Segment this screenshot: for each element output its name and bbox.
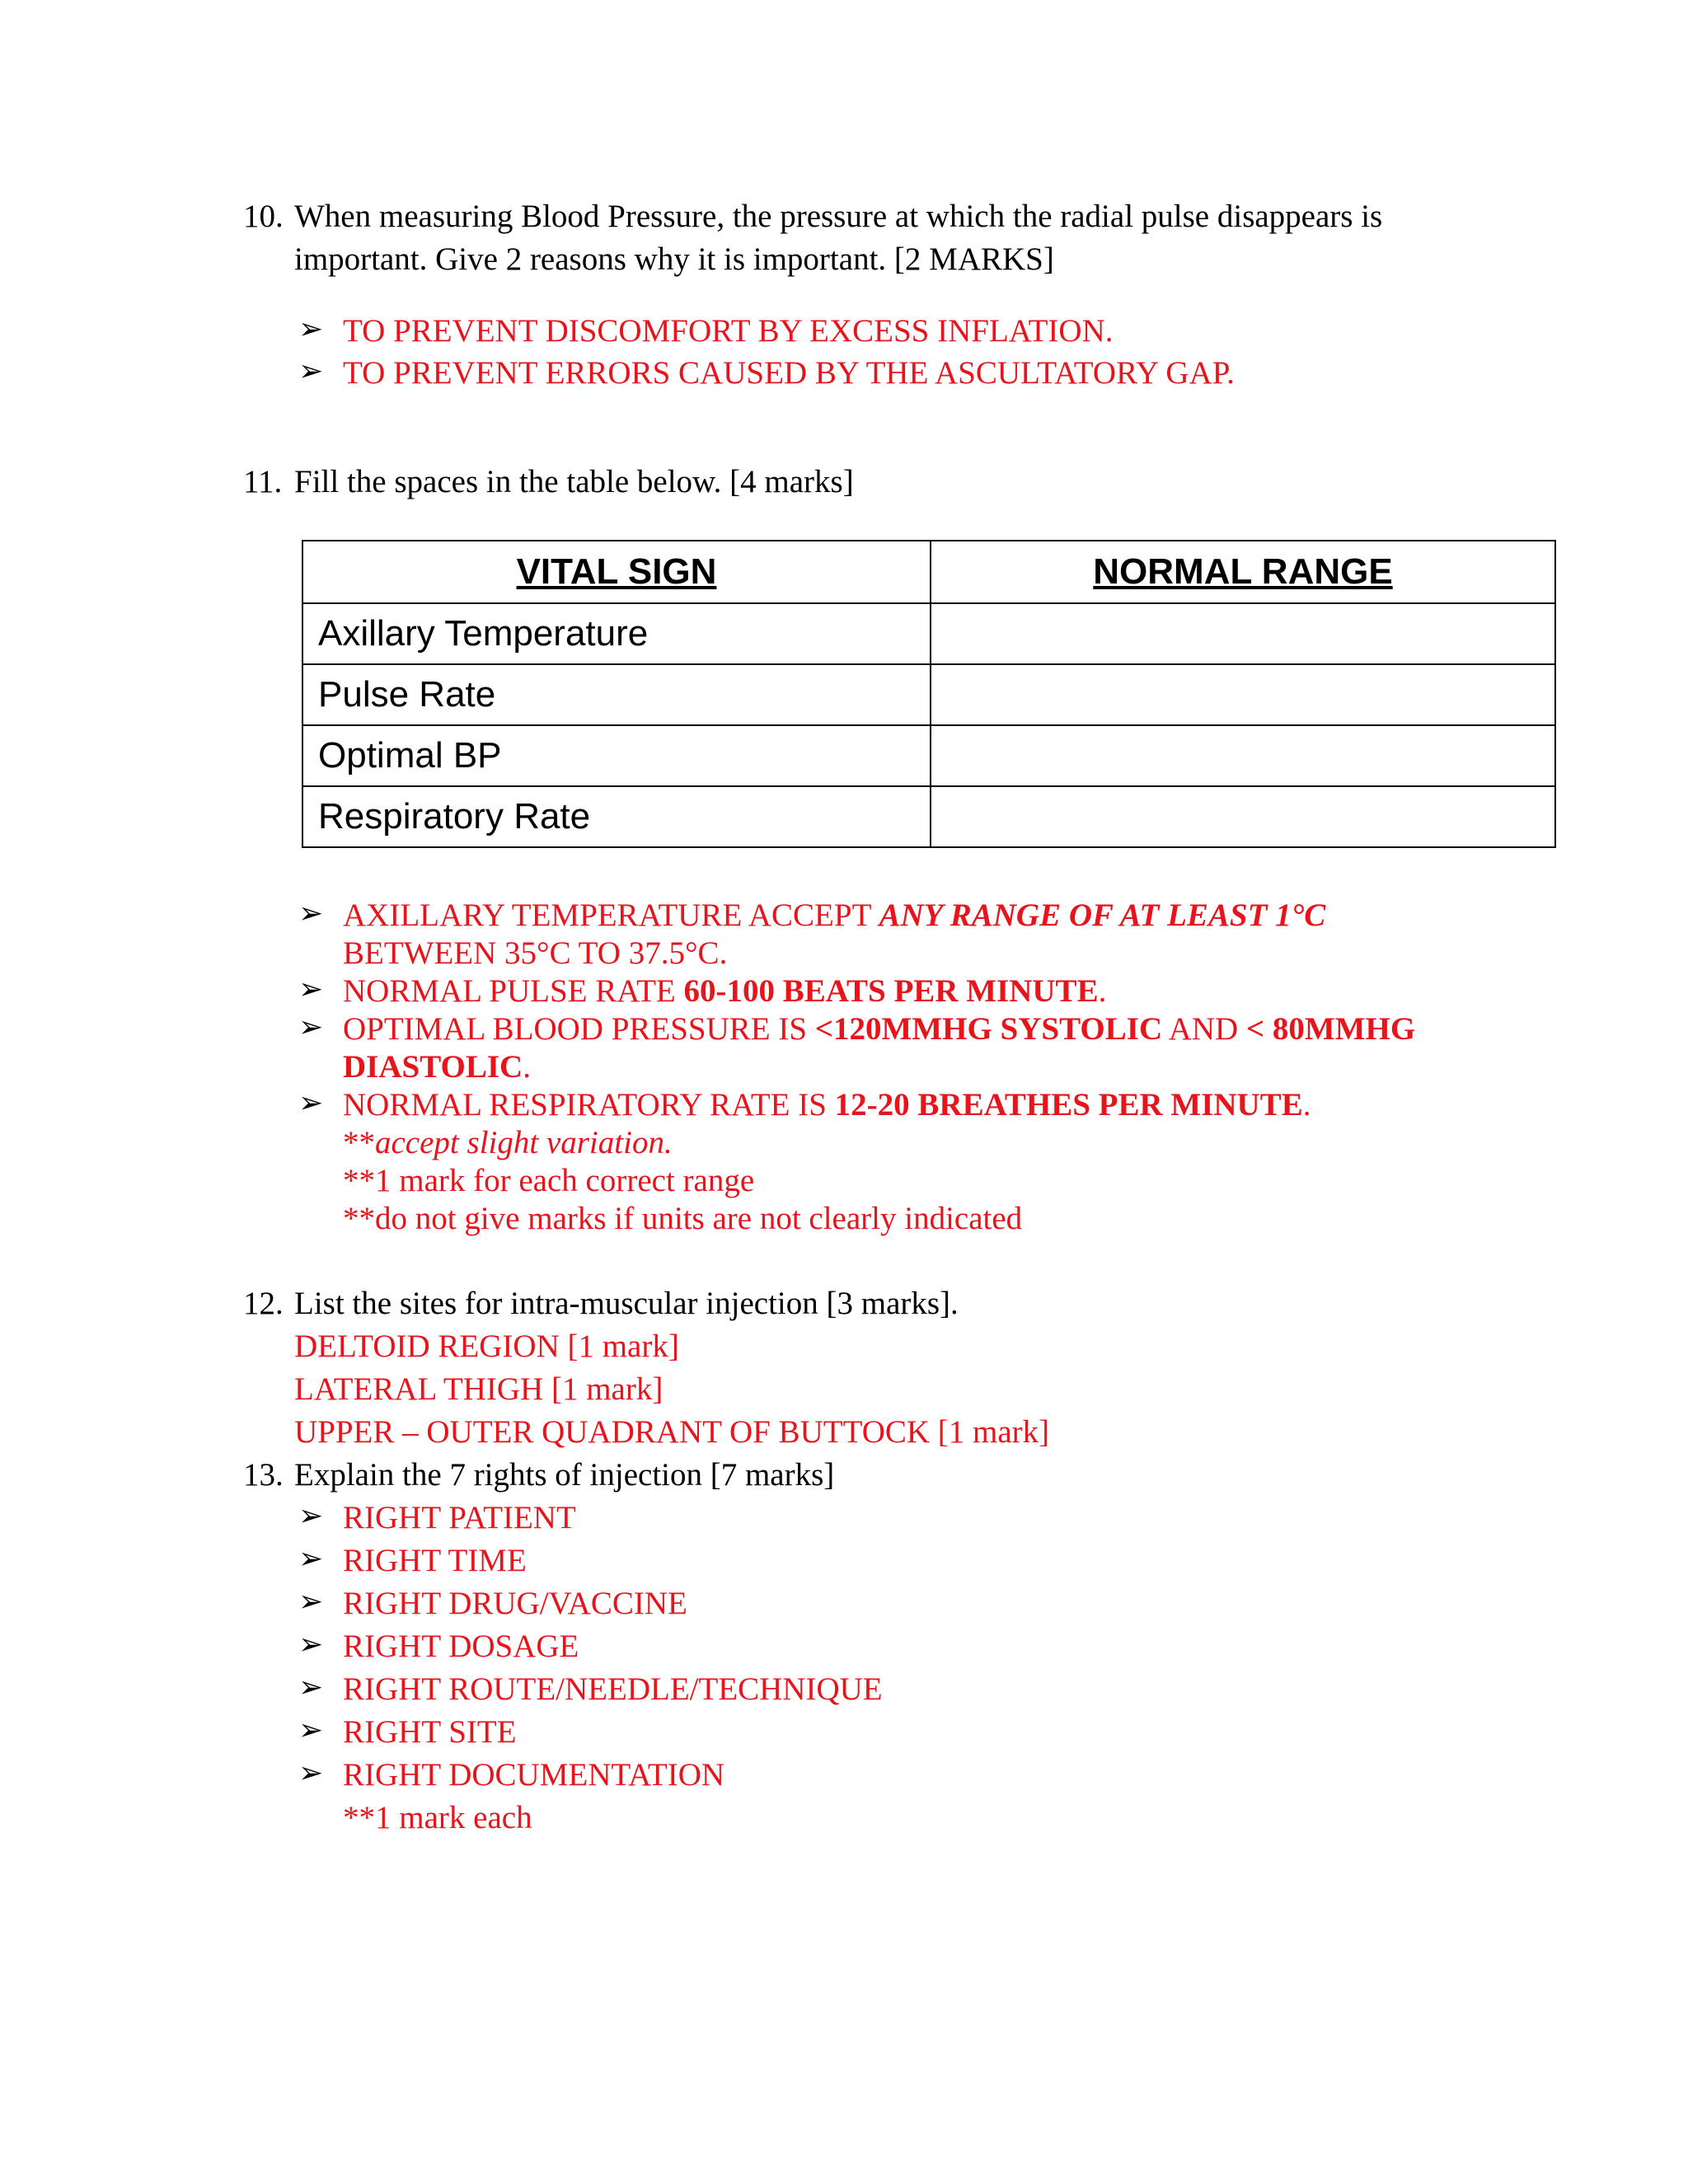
q13-number: 13.: [243, 1457, 284, 1493]
bullet-arrow-icon: ➢: [298, 897, 324, 930]
q10-number: 10.: [243, 199, 284, 234]
table-row: [302, 786, 1555, 847]
q11-answer-3: OPTIMAL BLOOD PRESSURE IS <120MMHG SYSTOLIC AND < 80MMHG: [343, 1011, 1416, 1047]
vital-sign-cell: Respiratory Rate: [302, 786, 931, 847]
q13-answer-2: RIGHT TIME: [343, 1543, 527, 1578]
q13-answer-7: RIGHT DOCUMENTATION: [343, 1757, 725, 1793]
table-header-row: [302, 541, 1555, 603]
q11-answer-1-cont: BETWEEN 35°C TO 37.5°C.: [343, 935, 728, 971]
bullet-arrow-icon: ➢: [298, 1010, 324, 1044]
vital-sign-cell: Optimal BP: [302, 725, 931, 786]
header-vital-sign: VITAL SIGN: [302, 541, 931, 603]
table-row: [302, 603, 1555, 664]
header-normal-range: NORMAL RANGE: [931, 541, 1555, 603]
q11-note-1: **accept slight variation.: [343, 1125, 673, 1160]
q12-answer-2: LATERAL THIGH [1 mark]: [294, 1371, 663, 1407]
q11-answer-3-cont: DIASTOLIC.: [343, 1049, 531, 1085]
q10-text-line2: important. Give 2 reasons why it is important. [2 MARKS]: [294, 241, 1054, 277]
bullet-arrow-icon: ➢: [298, 972, 324, 1006]
table-row: [302, 725, 1555, 786]
q10-answer-2: TO PREVENT ERRORS CAUSED BY THE ASCULTATORY GAP.: [343, 355, 1235, 391]
q13-text: Explain the 7 rights of injection [7 marks]: [294, 1457, 835, 1493]
bullet-arrow-icon: ➢: [298, 1671, 324, 1704]
q13-answer-1: RIGHT PATIENT: [343, 1500, 576, 1535]
vital-sign-cell: Pulse Rate: [302, 664, 931, 725]
table-row: [302, 664, 1555, 725]
q12-number: 12.: [243, 1286, 284, 1321]
vital-sign-cell: Axillary Temperature: [302, 603, 931, 664]
q11-text: Fill the spaces in the table below. [4 marks]: [294, 464, 854, 499]
q12-answer-3: UPPER – OUTER QUADRANT OF BUTTOCK [1 mark]: [294, 1414, 1050, 1450]
normal-range-cell: [931, 786, 1555, 847]
normal-range-cell: [931, 603, 1555, 664]
q10-text-line1: When measuring Blood Pressure, the pressure at which the radial pulse disappears is: [294, 199, 1383, 234]
q11-answer-2: NORMAL PULSE RATE 60-100 BEATS PER MINUTE.: [343, 973, 1107, 1009]
bullet-arrow-icon: ➢: [298, 1585, 324, 1619]
q13-answer-4: RIGHT DOSAGE: [343, 1629, 579, 1664]
bullet-arrow-icon: ➢: [298, 1499, 324, 1533]
q10-answer-1: TO PREVENT DISCOMFORT BY EXCESS INFLATION.: [343, 313, 1114, 349]
normal-range-cell: [931, 725, 1555, 786]
q11-number: 11.: [243, 464, 283, 499]
q13-note: **1 mark each: [343, 1800, 532, 1835]
bullet-arrow-icon: ➢: [298, 1542, 324, 1576]
bullet-arrow-icon: ➢: [298, 1756, 324, 1790]
q13-answer-5: RIGHT ROUTE/NEEDLE/TECHNIQUE: [343, 1671, 883, 1707]
q11-answer-1: AXILLARY TEMPERATURE ACCEPT ANY RANGE OF AT LEAST 1°C: [343, 898, 1326, 933]
vital-signs-table: [302, 540, 1556, 848]
normal-range-cell: [931, 664, 1555, 725]
q11-note-2: **1 mark for each correct range: [343, 1163, 755, 1198]
bullet-arrow-icon: ➢: [298, 1713, 324, 1747]
q12-answer-1: DELTOID REGION [1 mark]: [294, 1329, 679, 1364]
q11-answer-4: NORMAL RESPIRATORY RATE IS 12-20 BREATHES PER MINUTE.: [343, 1087, 1311, 1122]
q11-note-3: **do not give marks if units are not clearly indicated: [343, 1201, 1023, 1236]
bullet-arrow-icon: ➢: [298, 1628, 324, 1661]
bullet-arrow-icon: ➢: [298, 1086, 324, 1120]
q13-answer-3: RIGHT DRUG/VACCINE: [343, 1586, 687, 1621]
bullet-arrow-icon: ➢: [298, 312, 324, 346]
q12-text: List the sites for intra-muscular injection [3 marks].: [294, 1286, 959, 1321]
bullet-arrow-icon: ➢: [298, 354, 324, 388]
q13-answer-6: RIGHT SITE: [343, 1714, 517, 1750]
